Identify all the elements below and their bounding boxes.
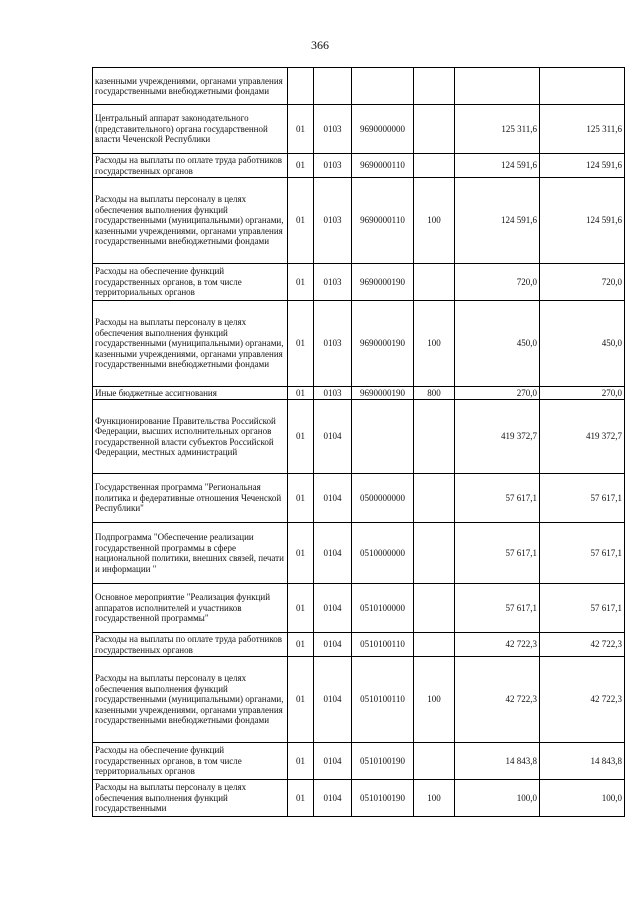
- cell-vr: [414, 68, 455, 105]
- table-row: [93, 264, 625, 301]
- cell-vr: [414, 154, 455, 178]
- cell-sum-1: 42 722,3: [455, 633, 540, 657]
- cell-name: казенными учреждениями, органами управления государственными внебюджетными фондами: [93, 68, 288, 105]
- cell-csr: [352, 400, 414, 474]
- cell-rz: 0103: [314, 178, 352, 264]
- cell-vr: [414, 743, 455, 780]
- cell-name: Функционирование Правительства Российской Федерации, высших исполнительных органов государственной власти субъектов Российской Федерации, местных администраций: [93, 400, 288, 474]
- table-row: [93, 105, 625, 154]
- table-row: [93, 400, 625, 474]
- cell-sum-1: 124 591,6: [455, 154, 540, 178]
- cell-sum-1: 419 372,7: [455, 400, 540, 474]
- cell-gr: 01: [288, 301, 314, 387]
- table-row: [93, 474, 625, 523]
- cell-sum-2: 720,0: [540, 264, 625, 301]
- cell-rz: 0104: [314, 743, 352, 780]
- cell-name: Государственная программа "Региональная политика и федеративные отношения Чеченской Республики": [93, 474, 288, 523]
- table-row: [93, 154, 625, 178]
- cell-name: Иные бюджетные ассигнования: [93, 387, 288, 400]
- cell-rz: 0103: [314, 105, 352, 154]
- cell-gr: 01: [288, 178, 314, 264]
- cell-vr: [414, 633, 455, 657]
- cell-sum-1: 57 617,1: [455, 523, 540, 584]
- cell-rz: [314, 68, 352, 105]
- cell-gr: 01: [288, 264, 314, 301]
- cell-csr: 0510100110: [352, 633, 414, 657]
- cell-sum-2: 125 311,6: [540, 105, 625, 154]
- cell-gr: 01: [288, 387, 314, 400]
- cell-gr: 01: [288, 105, 314, 154]
- cell-sum-2: 124 591,6: [540, 154, 625, 178]
- cell-sum-1: 124 591,6: [455, 178, 540, 264]
- cell-gr: 01: [288, 584, 314, 633]
- cell-sum-1: 14 843,8: [455, 743, 540, 780]
- cell-sum-2: 419 372,7: [540, 400, 625, 474]
- cell-vr: [414, 400, 455, 474]
- budget-table: [92, 67, 625, 817]
- cell-name: Расходы на выплаты персоналу в целях обеспечения выполнения функций государственными (муниципальными) органами, казенными учреждениями, органами управления государственными внебюджетными фондами: [93, 657, 288, 743]
- cell-gr: 01: [288, 154, 314, 178]
- cell-vr: [414, 264, 455, 301]
- cell-name: Расходы на выплаты персоналу в целях обеспечения выполнения функций государственными (муниципальными) органами, казенными учреждениями, органами управления государственными внебюджетными фондами: [93, 178, 288, 264]
- cell-gr: 01: [288, 657, 314, 743]
- cell-csr: 9690000110: [352, 154, 414, 178]
- cell-sum-2: 450,0: [540, 301, 625, 387]
- cell-csr: 0510100190: [352, 743, 414, 780]
- table-row: [93, 584, 625, 633]
- cell-sum-1: 125 311,6: [455, 105, 540, 154]
- cell-gr: 01: [288, 780, 314, 817]
- cell-sum-1: 450,0: [455, 301, 540, 387]
- table-row: [93, 301, 625, 387]
- cell-sum-2: 270,0: [540, 387, 625, 400]
- cell-sum-1: 42 722,3: [455, 657, 540, 743]
- cell-csr: 9690000190: [352, 301, 414, 387]
- cell-rz: 0104: [314, 780, 352, 817]
- cell-vr: 100: [414, 301, 455, 387]
- cell-sum-2: [540, 68, 625, 105]
- cell-gr: 01: [288, 474, 314, 523]
- cell-gr: 01: [288, 400, 314, 474]
- cell-sum-1: 57 617,1: [455, 474, 540, 523]
- cell-name: Расходы на выплаты по оплате труда работников государственных органов: [93, 154, 288, 178]
- cell-rz: 0104: [314, 523, 352, 584]
- cell-sum-2: 57 617,1: [540, 523, 625, 584]
- cell-vr: 800: [414, 387, 455, 400]
- cell-csr: 9690000190: [352, 387, 414, 400]
- cell-rz: 0103: [314, 264, 352, 301]
- cell-sum-2: 14 843,8: [540, 743, 625, 780]
- cell-sum-1: 57 617,1: [455, 584, 540, 633]
- cell-sum-2: 57 617,1: [540, 474, 625, 523]
- table-row: [93, 387, 625, 400]
- cell-name: Центральный аппарат законодательного (представительного) органа государственной власти Чеченской Республики: [93, 105, 288, 154]
- cell-vr: 100: [414, 178, 455, 264]
- cell-gr: 01: [288, 523, 314, 584]
- table-row: [93, 178, 625, 264]
- cell-csr: 0510100110: [352, 657, 414, 743]
- cell-csr: 9690000190: [352, 264, 414, 301]
- cell-csr: 0500000000: [352, 474, 414, 523]
- cell-rz: 0103: [314, 301, 352, 387]
- cell-rz: 0104: [314, 657, 352, 743]
- cell-csr: 9690000000: [352, 105, 414, 154]
- cell-name: Расходы на выплаты персоналу в целях обеспечения выполнения функций государственными: [93, 780, 288, 817]
- cell-sum-2: 100,0: [540, 780, 625, 817]
- cell-csr: 0510000000: [352, 523, 414, 584]
- cell-gr: 01: [288, 743, 314, 780]
- table-row: [93, 743, 625, 780]
- cell-csr: 0510100000: [352, 584, 414, 633]
- cell-vr: [414, 523, 455, 584]
- cell-sum-2: 124 591,6: [540, 178, 625, 264]
- cell-sum-2: 57 617,1: [540, 584, 625, 633]
- budget-table-body: [93, 68, 625, 817]
- cell-csr: 0510100190: [352, 780, 414, 817]
- cell-gr: [288, 68, 314, 105]
- cell-vr: 100: [414, 780, 455, 817]
- cell-rz: 0104: [314, 633, 352, 657]
- cell-vr: [414, 105, 455, 154]
- cell-vr: [414, 474, 455, 523]
- cell-sum-2: 42 722,3: [540, 657, 625, 743]
- cell-vr: 100: [414, 657, 455, 743]
- cell-csr: 9690000110: [352, 178, 414, 264]
- cell-rz: 0104: [314, 400, 352, 474]
- table-row: [93, 780, 625, 817]
- cell-rz: 0103: [314, 387, 352, 400]
- cell-name: Расходы на обеспечение функций государственных органов, в том числе территориальных органов: [93, 264, 288, 301]
- cell-rz: 0104: [314, 584, 352, 633]
- table-row: [93, 657, 625, 743]
- cell-rz: 0103: [314, 154, 352, 178]
- cell-vr: [414, 584, 455, 633]
- cell-name: Расходы на обеспечение функций государственных органов, в том числе территориальных органов: [93, 743, 288, 780]
- cell-gr: 01: [288, 633, 314, 657]
- page-number: 366: [311, 38, 329, 52]
- table-row: [93, 68, 625, 105]
- cell-csr: [352, 68, 414, 105]
- cell-name: Подпрограмма "Обеспечение реализации государственной программы в сфере национальной политики, внешних связей, печати и информации ": [93, 523, 288, 584]
- cell-sum-1: 100,0: [455, 780, 540, 817]
- cell-sum-1: [455, 68, 540, 105]
- cell-sum-1: 270,0: [455, 387, 540, 400]
- table-row: [93, 523, 625, 584]
- cell-name: Основное мероприятие "Реализация функций аппаратов исполнителей и участников государственной программы": [93, 584, 288, 633]
- cell-sum-1: 720,0: [455, 264, 540, 301]
- table-row: [93, 633, 625, 657]
- cell-rz: 0104: [314, 474, 352, 523]
- cell-sum-2: 42 722,3: [540, 633, 625, 657]
- cell-name: Расходы на выплаты по оплате труда работников государственных органов: [93, 633, 288, 657]
- cell-name: Расходы на выплаты персоналу в целях обеспечения выполнения функций государственными (муниципальными) органами, казенными учреждениями, органами управления государственными внебюджетными фондами: [93, 301, 288, 387]
